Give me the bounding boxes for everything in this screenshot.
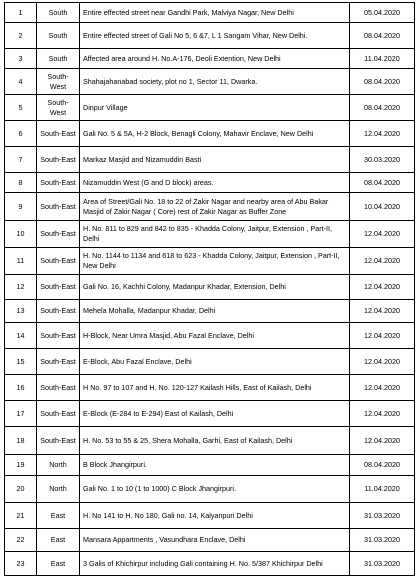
district-cell: South-East xyxy=(37,121,80,147)
table-row xyxy=(5,49,415,69)
table-row xyxy=(5,173,415,193)
area-description-cell: Entire effected street near Gandhi Park, Malviya Nagar, New Delhi xyxy=(80,3,350,23)
date-cell: 12.04.2020 xyxy=(350,221,415,248)
serial-number-cell: 14 xyxy=(5,323,37,349)
serial-number-cell: 18 xyxy=(5,427,37,455)
district-cell: South-East xyxy=(37,193,80,221)
area-description-cell: Shahajahanabad society, plot no 1, Sector 11, Dwarka. xyxy=(80,69,350,95)
district-cell: South-West xyxy=(37,69,80,95)
serial-number-cell: 9 xyxy=(5,193,37,221)
date-cell: 31.03.2020 xyxy=(350,503,415,529)
area-description-cell: Mehela Mohalla, Madanpur Khadar, Delhi xyxy=(80,300,350,323)
area-description-cell: Mansara Appartments , Vasundhara Enclave, Delhi xyxy=(80,529,350,552)
district-cell: South-West xyxy=(37,95,80,121)
serial-number-cell: 13 xyxy=(5,300,37,323)
area-description-cell: Entire effected street of Gali No 5, 6 &7, L 1 Sangam Vihar, New Delhi. xyxy=(80,23,350,49)
serial-number-cell: 22 xyxy=(5,529,37,552)
date-cell: 12.04.2020 xyxy=(350,275,415,300)
district-cell: South-East xyxy=(37,248,80,275)
date-cell: 12.04.2020 xyxy=(350,121,415,147)
table-row xyxy=(5,300,415,323)
district-cell: South-East xyxy=(37,173,80,193)
date-cell: 08.04.2020 xyxy=(350,69,415,95)
area-description-cell: H. No. 811 to 829 and 842 to 835 - Khadda Colony, Jaitpur, Extension , Part-II, Delhi xyxy=(80,221,350,248)
date-cell: 12.04.2020 xyxy=(350,300,415,323)
table-row xyxy=(5,147,415,173)
table-row xyxy=(5,401,415,427)
serial-number-cell: 10 xyxy=(5,221,37,248)
serial-number-cell: 23 xyxy=(5,552,37,576)
serial-number-cell: 12 xyxy=(5,275,37,300)
district-cell: East xyxy=(37,503,80,529)
area-description-cell: Markaz Masjid and Nizamuddin Basti xyxy=(80,147,350,173)
district-cell: South-East xyxy=(37,427,80,455)
table-row xyxy=(5,503,415,529)
serial-number-cell: 4 xyxy=(5,69,37,95)
serial-number-cell: 2 xyxy=(5,23,37,49)
date-cell: 31.03.2020 xyxy=(350,552,415,576)
date-cell: 31.03.2020 xyxy=(350,529,415,552)
district-cell: South xyxy=(37,23,80,49)
serial-number-cell: 11 xyxy=(5,248,37,275)
district-cell: South-East xyxy=(37,147,80,173)
date-cell: 11.04.2020 xyxy=(350,476,415,503)
table-row xyxy=(5,3,415,23)
serial-number-cell: 21 xyxy=(5,503,37,529)
date-cell: 08.04.2020 xyxy=(350,455,415,476)
table-row xyxy=(5,221,415,248)
date-cell: 08.04.2020 xyxy=(350,173,415,193)
table-row xyxy=(5,349,415,375)
area-description-cell: Dinpur Village xyxy=(80,95,350,121)
table-row xyxy=(5,476,415,503)
table-row xyxy=(5,552,415,576)
serial-number-cell: 1 xyxy=(5,3,37,23)
table-row xyxy=(5,455,415,476)
table-row xyxy=(5,121,415,147)
area-description-cell: Gali No. 16, Kachhi Colony, Madanpur Khadar, Extension, Delhi xyxy=(80,275,350,300)
containment-zones-table xyxy=(4,2,415,576)
table-row xyxy=(5,427,415,455)
table-row xyxy=(5,529,415,552)
serial-number-cell: 17 xyxy=(5,401,37,427)
area-description-cell: Nizamuddin West (G and D block) areas. xyxy=(80,173,350,193)
district-cell: South xyxy=(37,49,80,69)
table-row xyxy=(5,375,415,401)
district-cell: South-East xyxy=(37,221,80,248)
area-description-cell: Gali No. 5 & 5A, H-2 Block, Benagli Colony, Mahavir Enclave, New Delhi xyxy=(80,121,350,147)
date-cell: 08.04.2020 xyxy=(350,95,415,121)
district-cell: South-East xyxy=(37,323,80,349)
date-cell: 12.04.2020 xyxy=(350,427,415,455)
district-cell: South-East xyxy=(37,300,80,323)
table-row xyxy=(5,23,415,49)
date-cell: 12.04.2020 xyxy=(350,323,415,349)
area-description-cell: E-Block (E-284 to E-294) East of Kailash, Delhi xyxy=(80,401,350,427)
table-row xyxy=(5,95,415,121)
serial-number-cell: 5 xyxy=(5,95,37,121)
serial-number-cell: 15 xyxy=(5,349,37,375)
date-cell: 08.04.2020 xyxy=(350,23,415,49)
district-cell: South-East xyxy=(37,349,80,375)
serial-number-cell: 20 xyxy=(5,476,37,503)
table-body xyxy=(5,3,415,576)
district-cell: South-East xyxy=(37,275,80,300)
area-description-cell: H. No. 1144 to 1134 and 618 to 623 - Khadda Colony, Jaitpur, Extension , Part-II, New Delhi xyxy=(80,248,350,275)
date-cell: 12.04.2020 xyxy=(350,375,415,401)
district-cell: South xyxy=(37,3,80,23)
district-cell: East xyxy=(37,552,80,576)
date-cell: 12.04.2020 xyxy=(350,248,415,275)
district-cell: North xyxy=(37,455,80,476)
serial-number-cell: 6 xyxy=(5,121,37,147)
area-description-cell: B Block Jhangirpuri. xyxy=(80,455,350,476)
table-row xyxy=(5,248,415,275)
district-cell: East xyxy=(37,529,80,552)
serial-number-cell: 19 xyxy=(5,455,37,476)
area-description-cell: E-Block, Abu Fazal Enclave, Delhi xyxy=(80,349,350,375)
table-row xyxy=(5,323,415,349)
district-cell: South-East xyxy=(37,401,80,427)
table-row xyxy=(5,193,415,221)
area-description-cell: Gali No. 1 to 10 (1 to 1000) C Block Jhangirpuri. xyxy=(80,476,350,503)
area-description-cell: H. No. 53 to 55 & 25, Shera Mohalla, Garhi, East of Kailash, Delhi xyxy=(80,427,350,455)
area-description-cell: Area of Street/Gali No. 18 to 22 of Zakir Nagar and nearby area of Abu Bakar Masjid of Zakir Nagar ( Core) rest of Zakir Nagar as Buffer Zone xyxy=(80,193,350,221)
table-row xyxy=(5,275,415,300)
area-description-cell: H. No 141 to H. No 180, Gali no. 14, Kalyanpuri Delhi xyxy=(80,503,350,529)
date-cell: 12.04.2020 xyxy=(350,349,415,375)
serial-number-cell: 8 xyxy=(5,173,37,193)
serial-number-cell: 16 xyxy=(5,375,37,401)
serial-number-cell: 3 xyxy=(5,49,37,69)
area-description-cell: 3 Galis of Khichirpur including Gali containing H. No. 5/387 Khichirpur Delhi xyxy=(80,552,350,576)
date-cell: 11.04.2020 xyxy=(350,49,415,69)
district-cell: South-East xyxy=(37,375,80,401)
date-cell: 05.04.2020 xyxy=(350,3,415,23)
date-cell: 30.03.2020 xyxy=(350,147,415,173)
district-cell: North xyxy=(37,476,80,503)
area-description-cell: H No. 97 to 107 and H. No. 120-127 Kailash Hills, East of Kailash, Delhi xyxy=(80,375,350,401)
table-row xyxy=(5,69,415,95)
date-cell: 10.04.2020 xyxy=(350,193,415,221)
area-description-cell: Affected area around H. No.A-176, Deoli Extention, New Delhi xyxy=(80,49,350,69)
date-cell: 12.04.2020 xyxy=(350,401,415,427)
serial-number-cell: 7 xyxy=(5,147,37,173)
area-description-cell: H-Block, Near Umra Masjid, Abu Fazal Enclave, Delhi xyxy=(80,323,350,349)
